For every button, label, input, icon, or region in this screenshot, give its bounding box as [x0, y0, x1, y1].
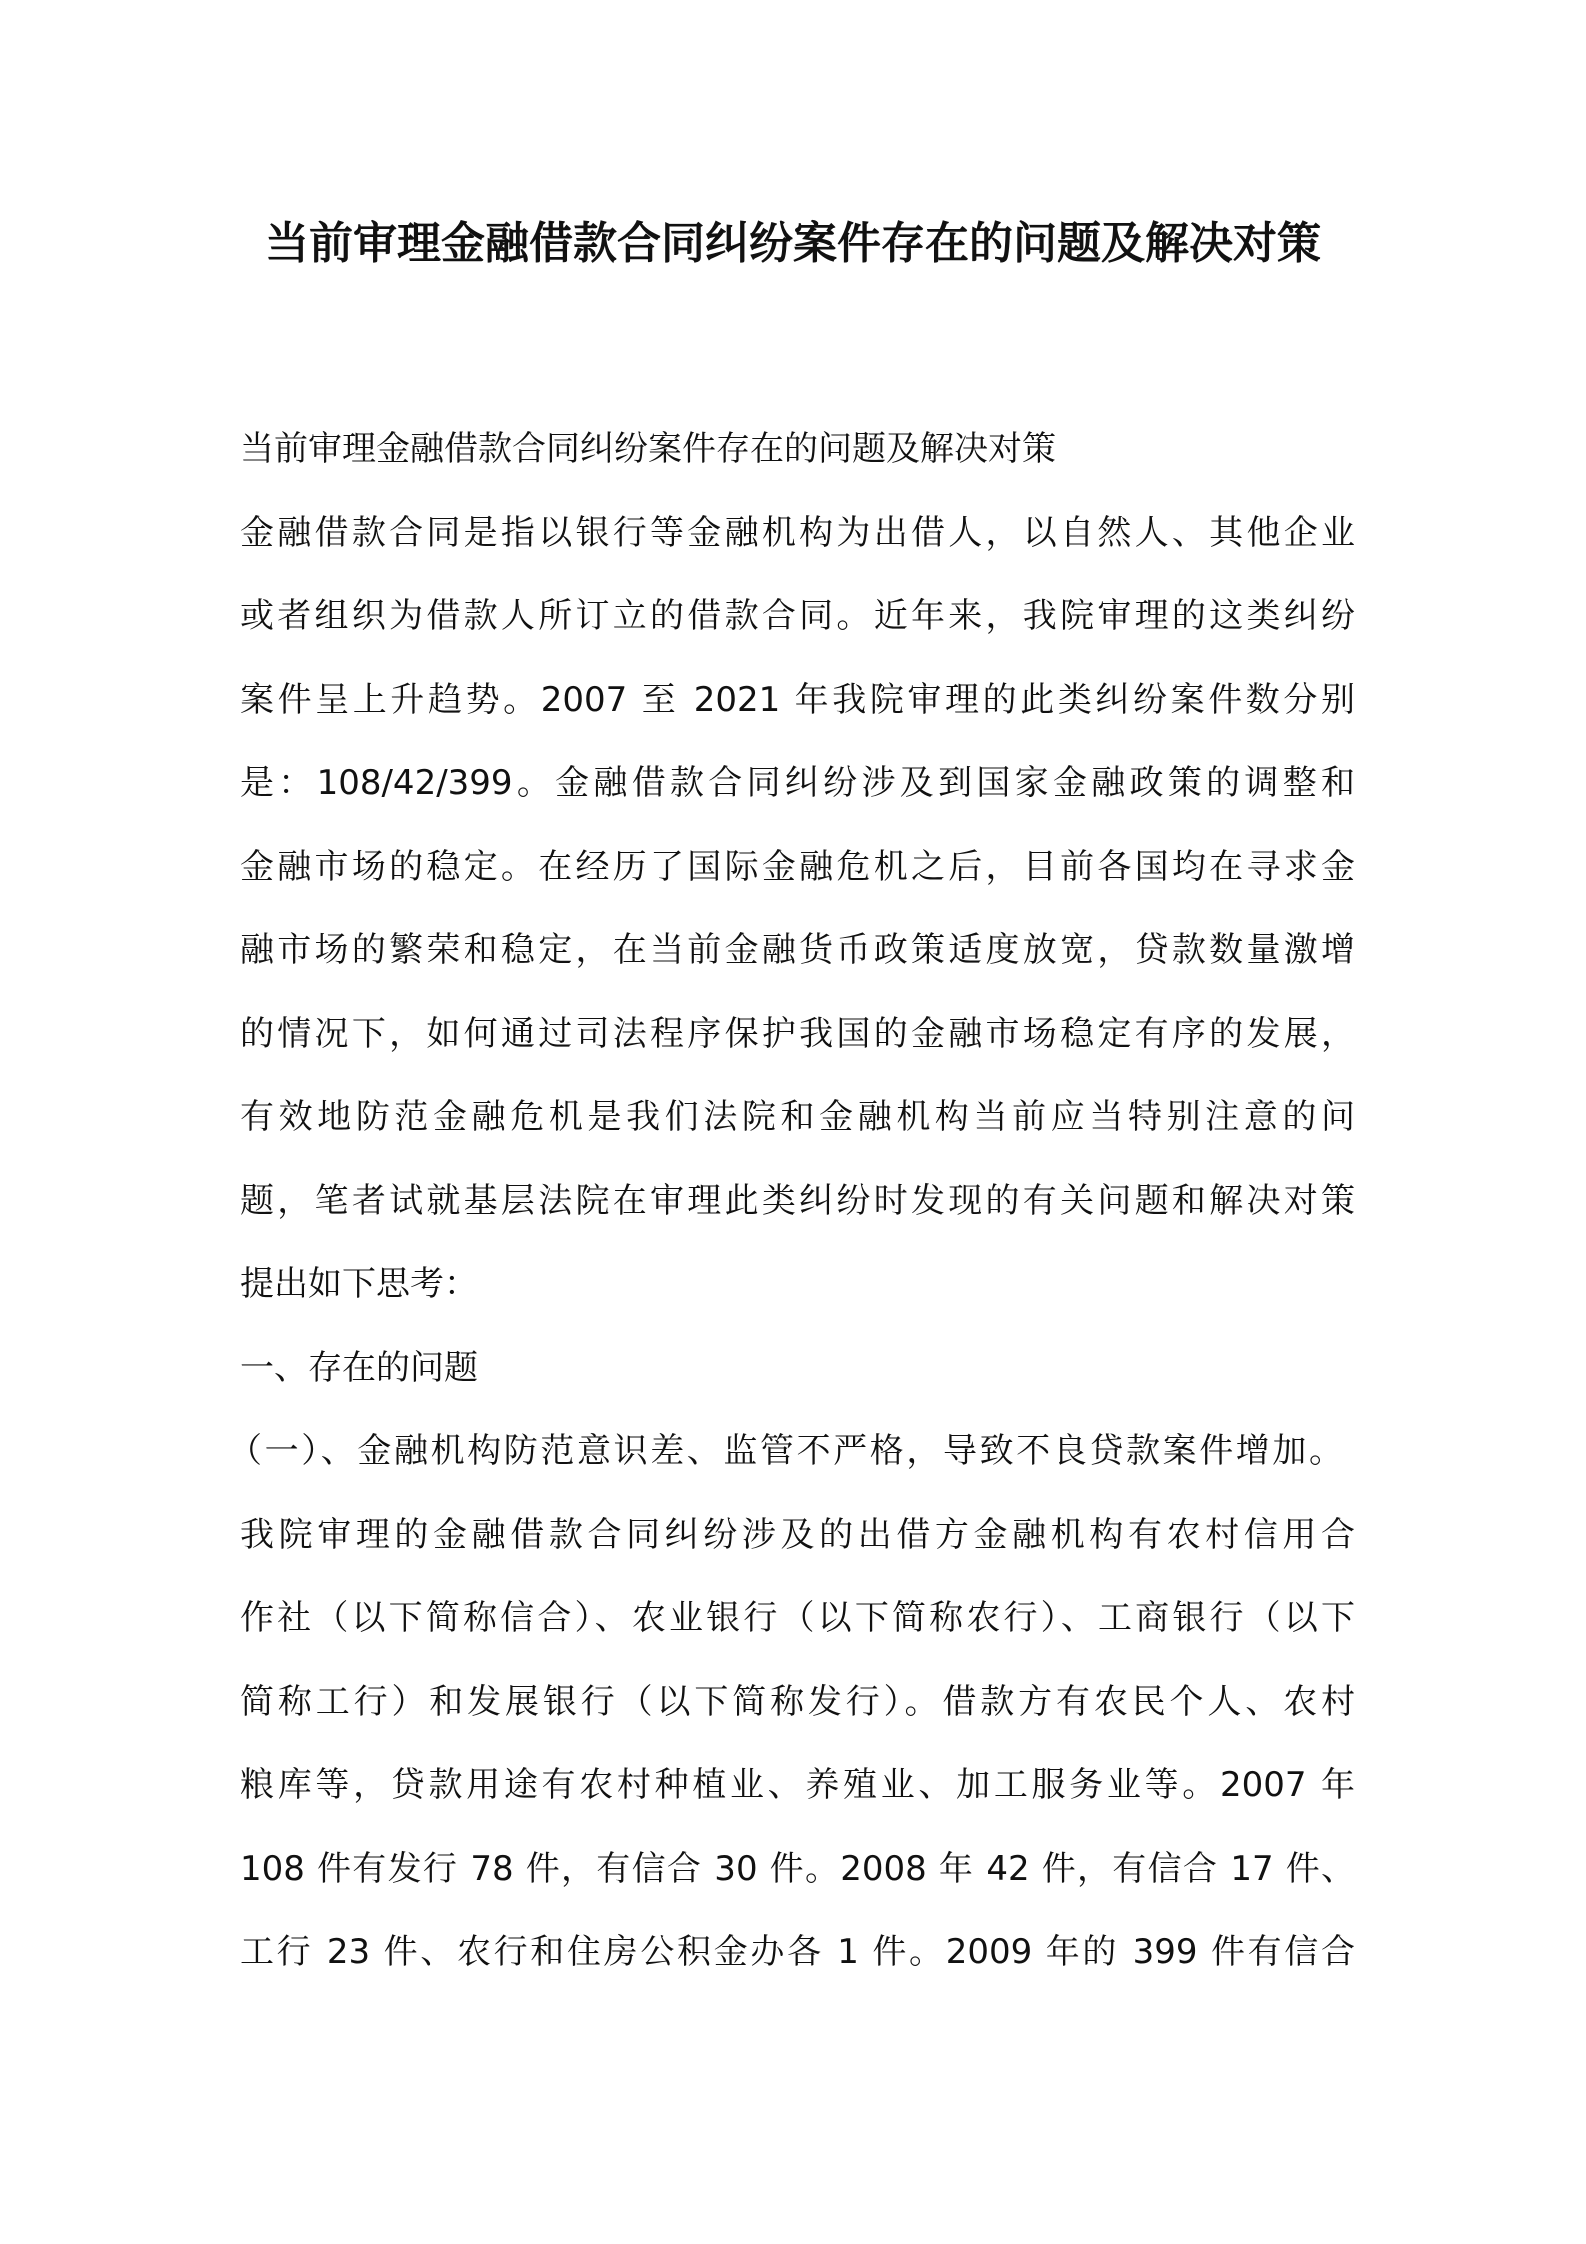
body-line: 工行 23 件、农行和住房公积金办各 1 件。2009 年的 399 件有信合 [240, 1932, 1355, 1972]
body-line: 提出如下思考： [240, 1264, 478, 1304]
section-heading: 一、存在的问题 [240, 1347, 478, 1388]
subsection-heading: （一）、金融机构防范意识差、监管不严格，导致不良贷款案件增加。 [228, 1431, 1343, 1471]
body-line: 的情况下，如何通过司法程序保护我国的金融市场稳定有序的发展， [240, 1013, 1355, 1054]
body-line: 金融市场的稳定。在经历了国际金融危机之后，目前各国均在寻求金 [240, 846, 1355, 887]
body-line: 粮库等，贷款用途有农村种植业、养殖业、加工服务业等。2007 年 [240, 1765, 1355, 1805]
body-line: 金融借款合同是指以银行等金融机构为出借人，以自然人、其他企业 [240, 512, 1355, 553]
document-title: 当前审理金融借款合同纠纷案件存在的问题及解决对策 [265, 218, 1321, 269]
body-line: 作社（以下简称信合）、农业银行（以下简称农行）、工商银行（以下 [240, 1598, 1355, 1638]
body-line: 融市场的繁荣和稳定，在当前金融货币政策适度放宽，贷款数量激增 [240, 930, 1355, 970]
body-line-subtitle: 当前审理金融借款合同纠纷案件存在的问题及解决对策 [240, 429, 1056, 469]
body-line: 有效地防范金融危机是我们法院和金融机构当前应当特别注意的问 [240, 1097, 1355, 1137]
body-line: 我院审理的金融借款合同纠纷涉及的出借方金融机构有农村信用合 [240, 1514, 1355, 1555]
body-line: 案件呈上升趋势。2007 至 2021 年我院审理的此类纠纷案件数分别 [240, 679, 1355, 720]
body-line: 简称工行）和发展银行（以下简称发行）。借款方有农民个人、农村 [240, 1681, 1355, 1722]
body-line: 或者组织为借款人所订立的借款合同。近年来，我院审理的这类纠纷 [240, 596, 1355, 636]
body-line: 108 件有发行 78 件，有信合 30 件。2008 年 42 件，有信合 17 件、 [240, 1848, 1355, 1889]
body-line: 是：108/42/399。金融借款合同纠纷涉及到国家金融政策的调整和 [240, 763, 1355, 803]
body-line: 题，笔者试就基层法院在审理此类纠纷时发现的有关问题和解决对策 [240, 1180, 1355, 1221]
document-body [228, 408, 1360, 1995]
